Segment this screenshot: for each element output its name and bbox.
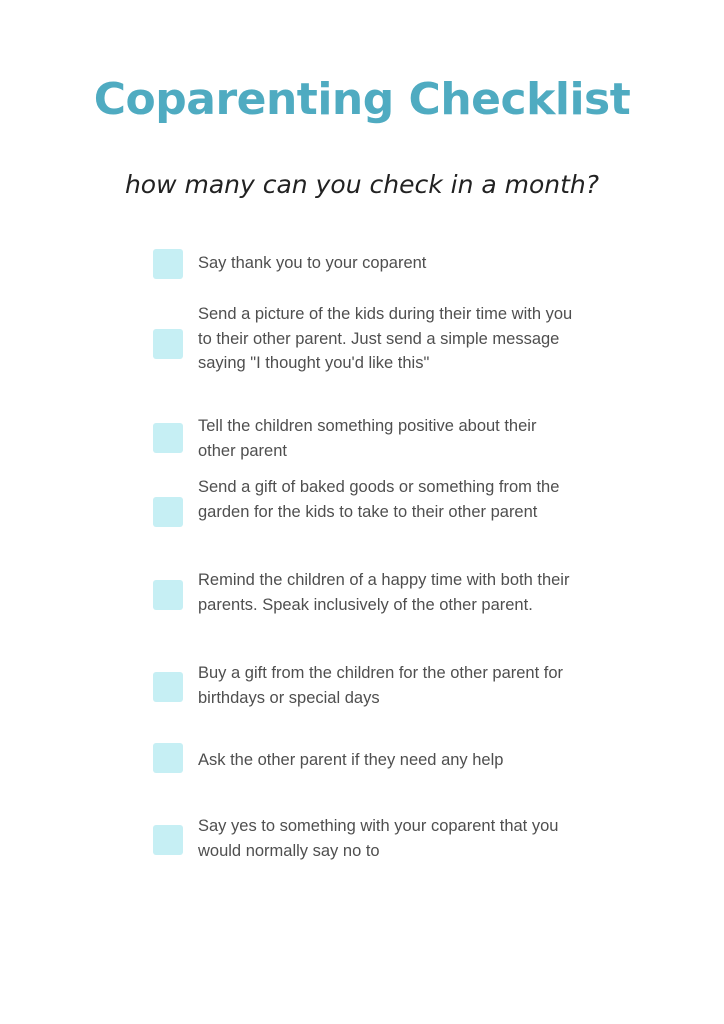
checkbox[interactable] [153, 249, 183, 279]
checklist-item-label: Send a gift of baked goods or something from the garden for the kids to take to their other parent [198, 478, 560, 521]
checklist-item-label: Remind the children of a happy time with both their parents. Speak inclusively of the other parent. [198, 571, 570, 614]
checkbox[interactable] [153, 423, 183, 453]
checkbox[interactable] [153, 672, 183, 702]
checklist-item-label: Buy a gift from the children for the other parent for birthdays or special days [198, 664, 564, 707]
checkbox[interactable] [153, 825, 183, 855]
checklist-item-label: Tell the children something positive about their other parent [198, 417, 537, 460]
checkbox[interactable] [153, 497, 183, 527]
checkbox[interactable] [153, 743, 183, 773]
page-subtitle: how many can you check in a month? [124, 170, 600, 199]
checklist-item-label: Ask the other parent if they need any help [198, 751, 504, 769]
page-title: Coparenting Checklist [93, 74, 631, 125]
checklist-item-label: Say thank you to your coparent [198, 254, 427, 272]
checklist-item-label: Say yes to something with your coparent that you would normally say no to [198, 817, 559, 860]
checkbox[interactable] [153, 580, 183, 610]
checklist-item-label: Send a picture of the kids during their time with you to their other parent. Just send a simple message saying "I thought you'd like this" [198, 305, 573, 373]
checkbox[interactable] [153, 329, 183, 359]
